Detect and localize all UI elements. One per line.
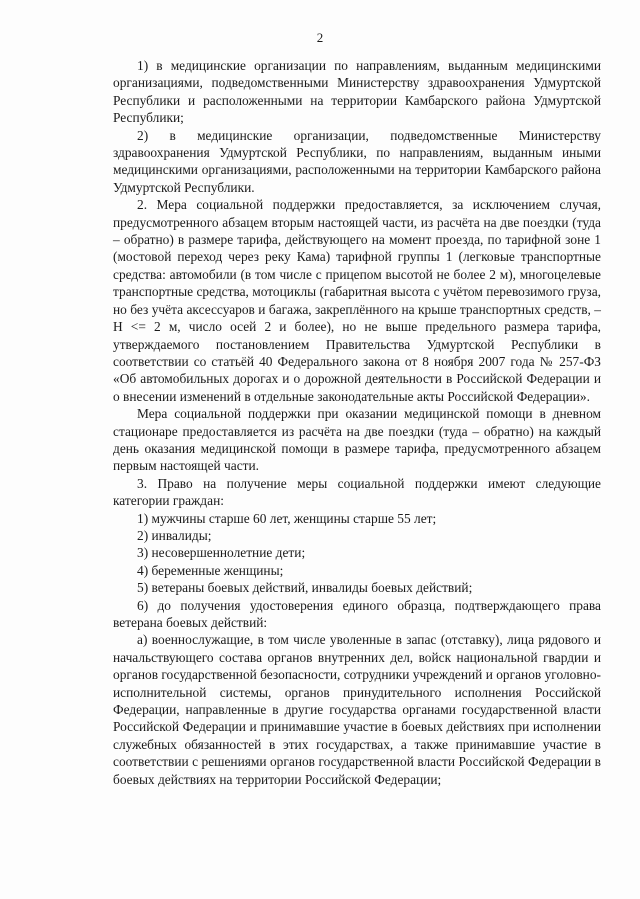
document-body [113,57,601,788]
paragraph-item-2: 2) в медицинские организации, подведомственные Министерству здравоохранения Удмуртской Республики, по направлениям, выданным иными медицинскими организациями, расположенными на территории Камбарского района Удмуртской Республики. [113,127,601,195]
paragraph-day-hospital: Мера социальной поддержки при оказании медицинской помощи в дневном стационаре предоставляется из расчёта на две поездки (туда – обратно) на каждый день оказания медицинской помощи в размере тарифа, предусмотренного абзацем первым настоящей части. [113,406,601,474]
list-item-pregnant: 4) беременные женщины; [137,562,284,578]
page-number: 2 [316,30,324,45]
paragraph-part-3: 3. Право на получение меры социальной поддержки имеют следующие категории граждан: [113,475,601,509]
list-item-before-certificate: 6) до получения удостоверения единого образца, подтверждающего права ветерана боевых действий: [113,597,601,630]
paragraph-item-1: 1) в медицинские организации по направлениям, выданным медицинскими организациями, подведомственными Министерству здравоохранения Удмуртской Республики и расположенными на территории Камбарского района Удмуртской Республики; [113,58,601,126]
list-subitem-military: а) военнослужащие, в том числе уволенные в запас (отставку), лица рядового и начальствующего состава органов внутренних дел, войск национальной гвардии и органов государственной безопасности, сотрудники учреждений и органов уголовно-исполнительной системы, органов принудительного исполнения Российской Федерации, направленные в другие государства органами государственной власти Российской Федерации и принимавшие участие в боевых действиях при исполнении служебных обязанностей в этих государствах, а также принимавшие участие в соответствии с решениями органов государственной власти Российской Федерации в боевых действиях на территории Российской Федерации; [113,632,601,787]
list-item-veterans: 5) ветераны боевых действий, инвалиды боевых действий; [137,580,473,596]
list-item-minors: 3) несовершеннолетние дети; [137,545,306,561]
list-item-disabled: 2) инвалиды; [137,527,212,543]
list-item-men-women: 1) мужчины старше 60 лет, женщины старше 55 лет; [137,510,437,526]
paragraph-part-2: 2. Мера социальной поддержки предоставляется, за исключением случая, предусмотренного абзацем вторым настоящей части, из расчёта на две поездки (туда – обратно) в размере тарифа, действующего на момент проезда, по тарифной зоне 1 (мостовой переход через реку Кама) тарифной группы 1 (легковые транспортные средства: автомобили (в том числе с прицепом высотой не более 2 м), многоцелевые транспортные средства, мотоциклы (габаритная высота с учётом перевозимого груза, но без учёта аксессуаров и багажа, закреплённого на крыше транспортных средств, – H <= 2 м, число осей 2 и более), но не выше предельного размера тарифа, утверждаемого постановлением Правительства Удмуртской Республики в соответствии со статьёй 40 Федерального закона от 8 ноября 2007 года № 257-ФЗ «Об автомобильных дорогах и о дорожной деятельности в Российской Федерации и о внесении изменений в отдельные законодательные акты Российской Федерации». [113,197,601,404]
